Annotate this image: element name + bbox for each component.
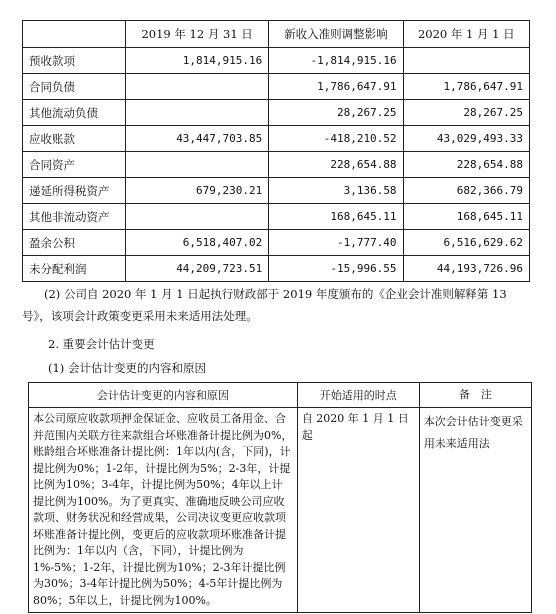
row-label: 未分配利润 [23,256,126,282]
row-label: 盈余公积 [23,230,126,256]
value-2020: 168,645.11 [403,204,529,230]
table-header-row [23,21,530,48]
value-adjustment: 1,786,647.91 [269,74,403,100]
value-2019: 6,518,407.02 [126,230,269,256]
value-adjustment: -1,814,915.16 [269,48,403,74]
table-header-row [29,383,532,408]
value-2019 [126,152,269,178]
table-row [23,74,530,100]
value-adjustment: 3,136.58 [269,178,403,204]
value-2020: 228,654.88 [403,152,529,178]
header-2020-01-01: 2020 年 1 月 1 日 [403,21,529,48]
row-label: 应收账款 [23,126,126,152]
table-row [23,100,530,126]
table-row [29,408,532,613]
value-2019: 44,209,723.51 [126,256,269,282]
value-adjustment: 168,645.11 [269,204,403,230]
table-row [23,48,530,74]
value-2019 [126,204,269,230]
start-time-cell: 自 2020 年 1 月 1 日起 [297,408,419,613]
header-adjustment: 新收入准则调整影响 [269,21,403,48]
balance-adjustment-table [22,20,530,282]
table-row [23,126,530,152]
value-2020: 44,193,726.96 [403,256,529,282]
value-2019 [126,100,269,126]
header-note: 备 注 [419,383,531,408]
row-label: 其他流动负债 [23,100,126,126]
subsection-heading: (1) 会计估计变更的内容和原因 [48,361,206,375]
value-2019: 1,814,915.16 [126,48,269,74]
value-2019: 679,230.21 [126,178,269,204]
table-row [23,152,530,178]
table-row [23,230,530,256]
value-adjustment: 228,654.88 [269,152,403,178]
value-adjustment: 28,267.25 [269,100,403,126]
estimate-change-table [28,382,532,613]
note-cell: 本次会计估计变更采用未来适用法 [419,408,531,613]
change-content-cell: 本公司原应收款项押金保证金、应收员工备用金、合并范围内关联方往来款组合坏账准备计提比例为0%，账龄组合坏账准备计提比例：1年以内(含，下同)，计提比例为0%；1-2年，计提比例为5%；2-3年，计提比例为10%；3-4年，计提比例为50%；4年以上计提比例为100%。为了更真实、准确地反映公司应收款项、财务状况和经营成果，公司决议变更应收款项坏账准备计提比例，变更后的应收款项坏账准备计提比例为：1年以内（含，下同），计提比例为1%-5%；1-2年，计提比例为10%；2-3年计提比例为30%；3-4年计提比例为50%；4-5年计提比例为80%；5年以上，计提比例为100%。 [29,408,298,613]
value-2020 [403,48,529,74]
row-label: 递延所得税资产 [23,178,126,204]
value-2020: 682,366.79 [403,178,529,204]
header-content-reason: 会计估计变更的内容和原因 [29,383,298,408]
header-start-time: 开始适用的时点 [297,383,419,408]
table-row [23,256,530,282]
value-adjustment: -1,777.40 [269,230,403,256]
row-label: 合同负债 [23,74,126,100]
row-label: 合同资产 [23,152,126,178]
value-2019 [126,74,269,100]
value-adjustment: -15,996.55 [269,256,403,282]
value-adjustment: -418,210.52 [269,126,403,152]
value-2020: 1,786,647.91 [403,74,529,100]
header-2019-12-31: 2019 年 12 月 31 日 [126,21,269,48]
row-label: 其他非流动资产 [23,204,126,230]
policy-change-paragraph: (2) 公司自 2020 年 1 月 1 日起执行财政部于 2019 年度颁布的《企业会计准则解释第 13 号》，该项会计政策变更采用未来适用法处理。 [22,287,507,323]
value-2020: 28,267.25 [403,100,529,126]
value-2020: 6,516,629.62 [403,230,529,256]
value-2020: 43,029,493.33 [403,126,529,152]
section-heading: 2. 重要会计估计变更 [48,337,155,351]
value-2019: 43,447,703.85 [126,126,269,152]
row-label: 预收款项 [23,48,126,74]
table-row [23,204,530,230]
table-row [23,178,530,204]
header-blank [23,21,126,48]
